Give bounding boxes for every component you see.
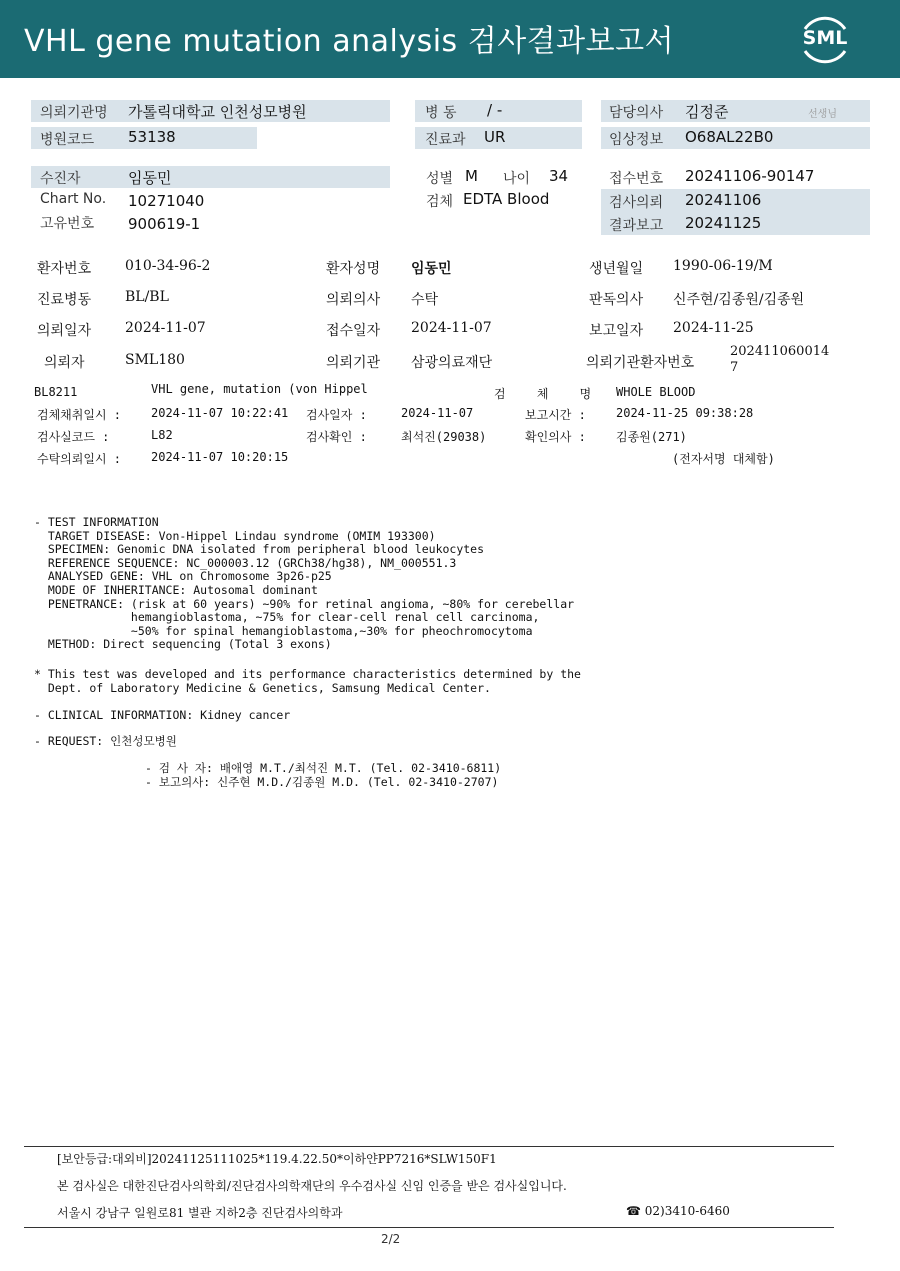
report-line: REFERENCE SEQUENCE: NC_000003.12 (GRCh38/hg38), NM_000551.3 (34, 555, 457, 570)
dept-label: 진료과 (425, 132, 466, 148)
report-header (0, 0, 900, 78)
collect-value: 2024-11-07 10:22:41 (151, 406, 289, 420)
sex-value: M (465, 167, 478, 185)
request-line: - REQUEST: 인천성모병원 (34, 734, 177, 748)
page-number: 2/2 (381, 1232, 401, 1246)
doctor-label: 담당의사 (609, 105, 664, 121)
read-doc-label: 판독의사 (589, 292, 644, 308)
doctor-suffix: 선생님 (808, 109, 837, 120)
phone-number: 02)3410-6460 (644, 1204, 730, 1218)
ward2-value: BL/BL (125, 289, 169, 305)
exam-date-label: 검사일자 : (306, 408, 367, 422)
report-line: hemangioblastoma, ~75% for clear-cell renal cell carcinoma, (34, 610, 540, 625)
dept-value: UR (484, 128, 506, 146)
report-line: MODE OF INHERITANCE: Autosomal dominant (34, 583, 318, 597)
specimen-name-value: WHOLE BLOOD (616, 385, 696, 399)
collect-label: 검체채취일시 : (37, 408, 122, 422)
report-line: SPECIMEN: Genomic DNA isolated from peripheral blood leukocytes (34, 542, 485, 557)
age-label: 나이 (503, 171, 531, 187)
report-line: - TEST INFORMATION (34, 515, 159, 529)
lab-code-label: 검사실코드 : (37, 430, 110, 444)
report-line: Dept. of Laboratory Medicine & Genetics, Samsung Medical Center. (34, 680, 491, 695)
report-line: TARGET DISEASE: Von-Hippel Lindau syndrome (OMIM 193300) (34, 528, 436, 543)
chart-label: Chart No. (40, 191, 107, 207)
result-value: 20241125 (685, 214, 762, 232)
footer-top-rule (24, 1146, 834, 1147)
requester-label: 의뢰자 (44, 355, 85, 371)
dob-label: 생년월일 (589, 261, 644, 277)
report-line: * This test was developed and its performance characteristics determined by the (34, 667, 581, 681)
doctor-value: 김정준 (685, 103, 729, 121)
receipt-time-value: 2024-11-07 10:20:15 (151, 450, 289, 464)
confirm-doc-label: 확인의사 : (525, 430, 586, 444)
sml-logo (795, 11, 855, 67)
pt-name-value: 임동민 (411, 261, 452, 277)
req-doc-value: 수탁 (411, 292, 439, 308)
req-doc-label: 의뢰의사 (326, 292, 381, 308)
specimen-label: 검체 (426, 194, 454, 210)
pt-no-label: 환자번호 (37, 261, 92, 277)
requester-value: SML180 (125, 352, 185, 368)
report-title: VHL gene mutation analysis 검사결과보고서 (24, 24, 675, 59)
receipt-time-label: 수탁의뢰일시 : (37, 452, 122, 466)
report-line: - 보고의사: 신주현 M.D./김종원 M.D. (Tel. 02-3410-2707) (145, 774, 499, 789)
request-label: 검사의뢰 (609, 195, 664, 211)
ward2-label: 진료병동 (37, 292, 92, 308)
rep-date-label: 보고일자 (589, 323, 644, 339)
exam-date-value: 2024-11-07 (401, 406, 474, 420)
report-line: METHOD: Direct sequencing (Total 3 exons) (34, 637, 332, 652)
patient-box (31, 166, 390, 188)
institution-value: 가톨릭대학교 인천성모병원 (128, 103, 307, 121)
hospcode-label: 병원코드 (40, 132, 95, 148)
report-line: - 검 사 자: 배애영 M.T./최석진 M.T. (Tel. 02-3410-6811) (145, 761, 502, 775)
result-label: 결과보고 (609, 218, 664, 234)
logo-text: SML (802, 27, 848, 49)
chart-value: 10271040 (128, 192, 205, 210)
ward-value: / - (487, 101, 503, 119)
report-line: PENETRANCE: (risk at 60 years) ~90% for retinal angioma, ~80% for cerebellar (34, 596, 575, 611)
report-time-label: 보고시간 : (525, 408, 586, 422)
pt-no-value: 010-34-96-2 (125, 258, 211, 274)
specimen-value: EDTA Blood (463, 190, 550, 208)
esign-note: (전자서명 대체함) (672, 452, 775, 466)
pt-name-label: 환자성명 (326, 261, 381, 277)
report-line: ~50% for spinal hemangioblastoma,~30% for pheochromocytoma (34, 623, 533, 638)
req-date-value: 2024-11-07 (125, 320, 206, 336)
hospcode-value: 53138 (128, 128, 176, 146)
receipt-label: 접수번호 (609, 171, 664, 187)
clinical-label: 임상정보 (609, 132, 664, 148)
receipt-value: 20241106-90147 (685, 167, 815, 185)
phone-line (626, 1204, 730, 1218)
req-inst-label: 의뢰기관 (326, 355, 381, 371)
inst-pt-value-2: 7 (730, 360, 739, 375)
request-value: 20241106 (685, 191, 762, 209)
test-name: VHL gene, mutation (von Hippel (151, 382, 368, 396)
lab-code-value: L82 (151, 428, 173, 442)
exam-confirm-label: 검사확인 : (306, 430, 367, 444)
confirm-doc-value: 김종원(271) (616, 430, 687, 444)
age-value: 34 (549, 167, 569, 185)
dob-value: 1990-06-19/M (673, 258, 773, 274)
uid-label: 고유번호 (40, 216, 95, 232)
rep-date-value: 2024-11-25 (673, 320, 754, 336)
inst-pt-value-1: 202411060014 (730, 344, 830, 359)
sex-label: 성별 (426, 171, 454, 187)
address-line: 서울시 강남구 일원로81 별관 지하2층 진단검사의학과 (57, 1206, 343, 1220)
security-line: [보안등급:대외비]20241125111025*119.4.22.50*이하얀PP7216*SLW150F1 (57, 1152, 497, 1166)
req-date-label: 의뢰일자 (37, 323, 92, 339)
rec-date-value: 2024-11-07 (411, 320, 492, 336)
exam-confirm-value: 최석진(29038) (401, 430, 487, 444)
specimen-name-label: 검 체 명 (494, 387, 604, 401)
report-time-value: 2024-11-25 09:38:28 (616, 406, 754, 420)
footer-bottom-rule (24, 1227, 834, 1228)
rec-date-label: 접수일자 (326, 323, 381, 339)
read-doc-value: 신주현/김종원/김종원 (673, 292, 805, 308)
inst-pt-label: 의뢰기관환자번호 (586, 355, 695, 371)
test-code: BL8211 (34, 385, 78, 399)
institution-label: 의뢰기관명 (40, 105, 108, 121)
certification-line: 본 검사실은 대한진단검사의학회/진단검사의학재단의 우수검사실 신임 인증을 받은 검사실입니다. (57, 1179, 567, 1193)
clinical-information: - CLINICAL INFORMATION: Kidney cancer (34, 708, 291, 722)
req-inst-value: 삼광의료재단 (411, 355, 493, 371)
ward-label: 병 동 (425, 105, 457, 121)
report-line: ANALYSED GENE: VHL on Chromosome 3p26-p25 (34, 569, 332, 584)
uid-value: 900619-1 (128, 215, 201, 233)
phone-icon: ☎ (626, 1204, 641, 1218)
clinical-value: O68AL22B0 (685, 128, 774, 146)
patient-label: 수진자 (40, 171, 81, 187)
patient-value: 임동민 (128, 169, 172, 187)
